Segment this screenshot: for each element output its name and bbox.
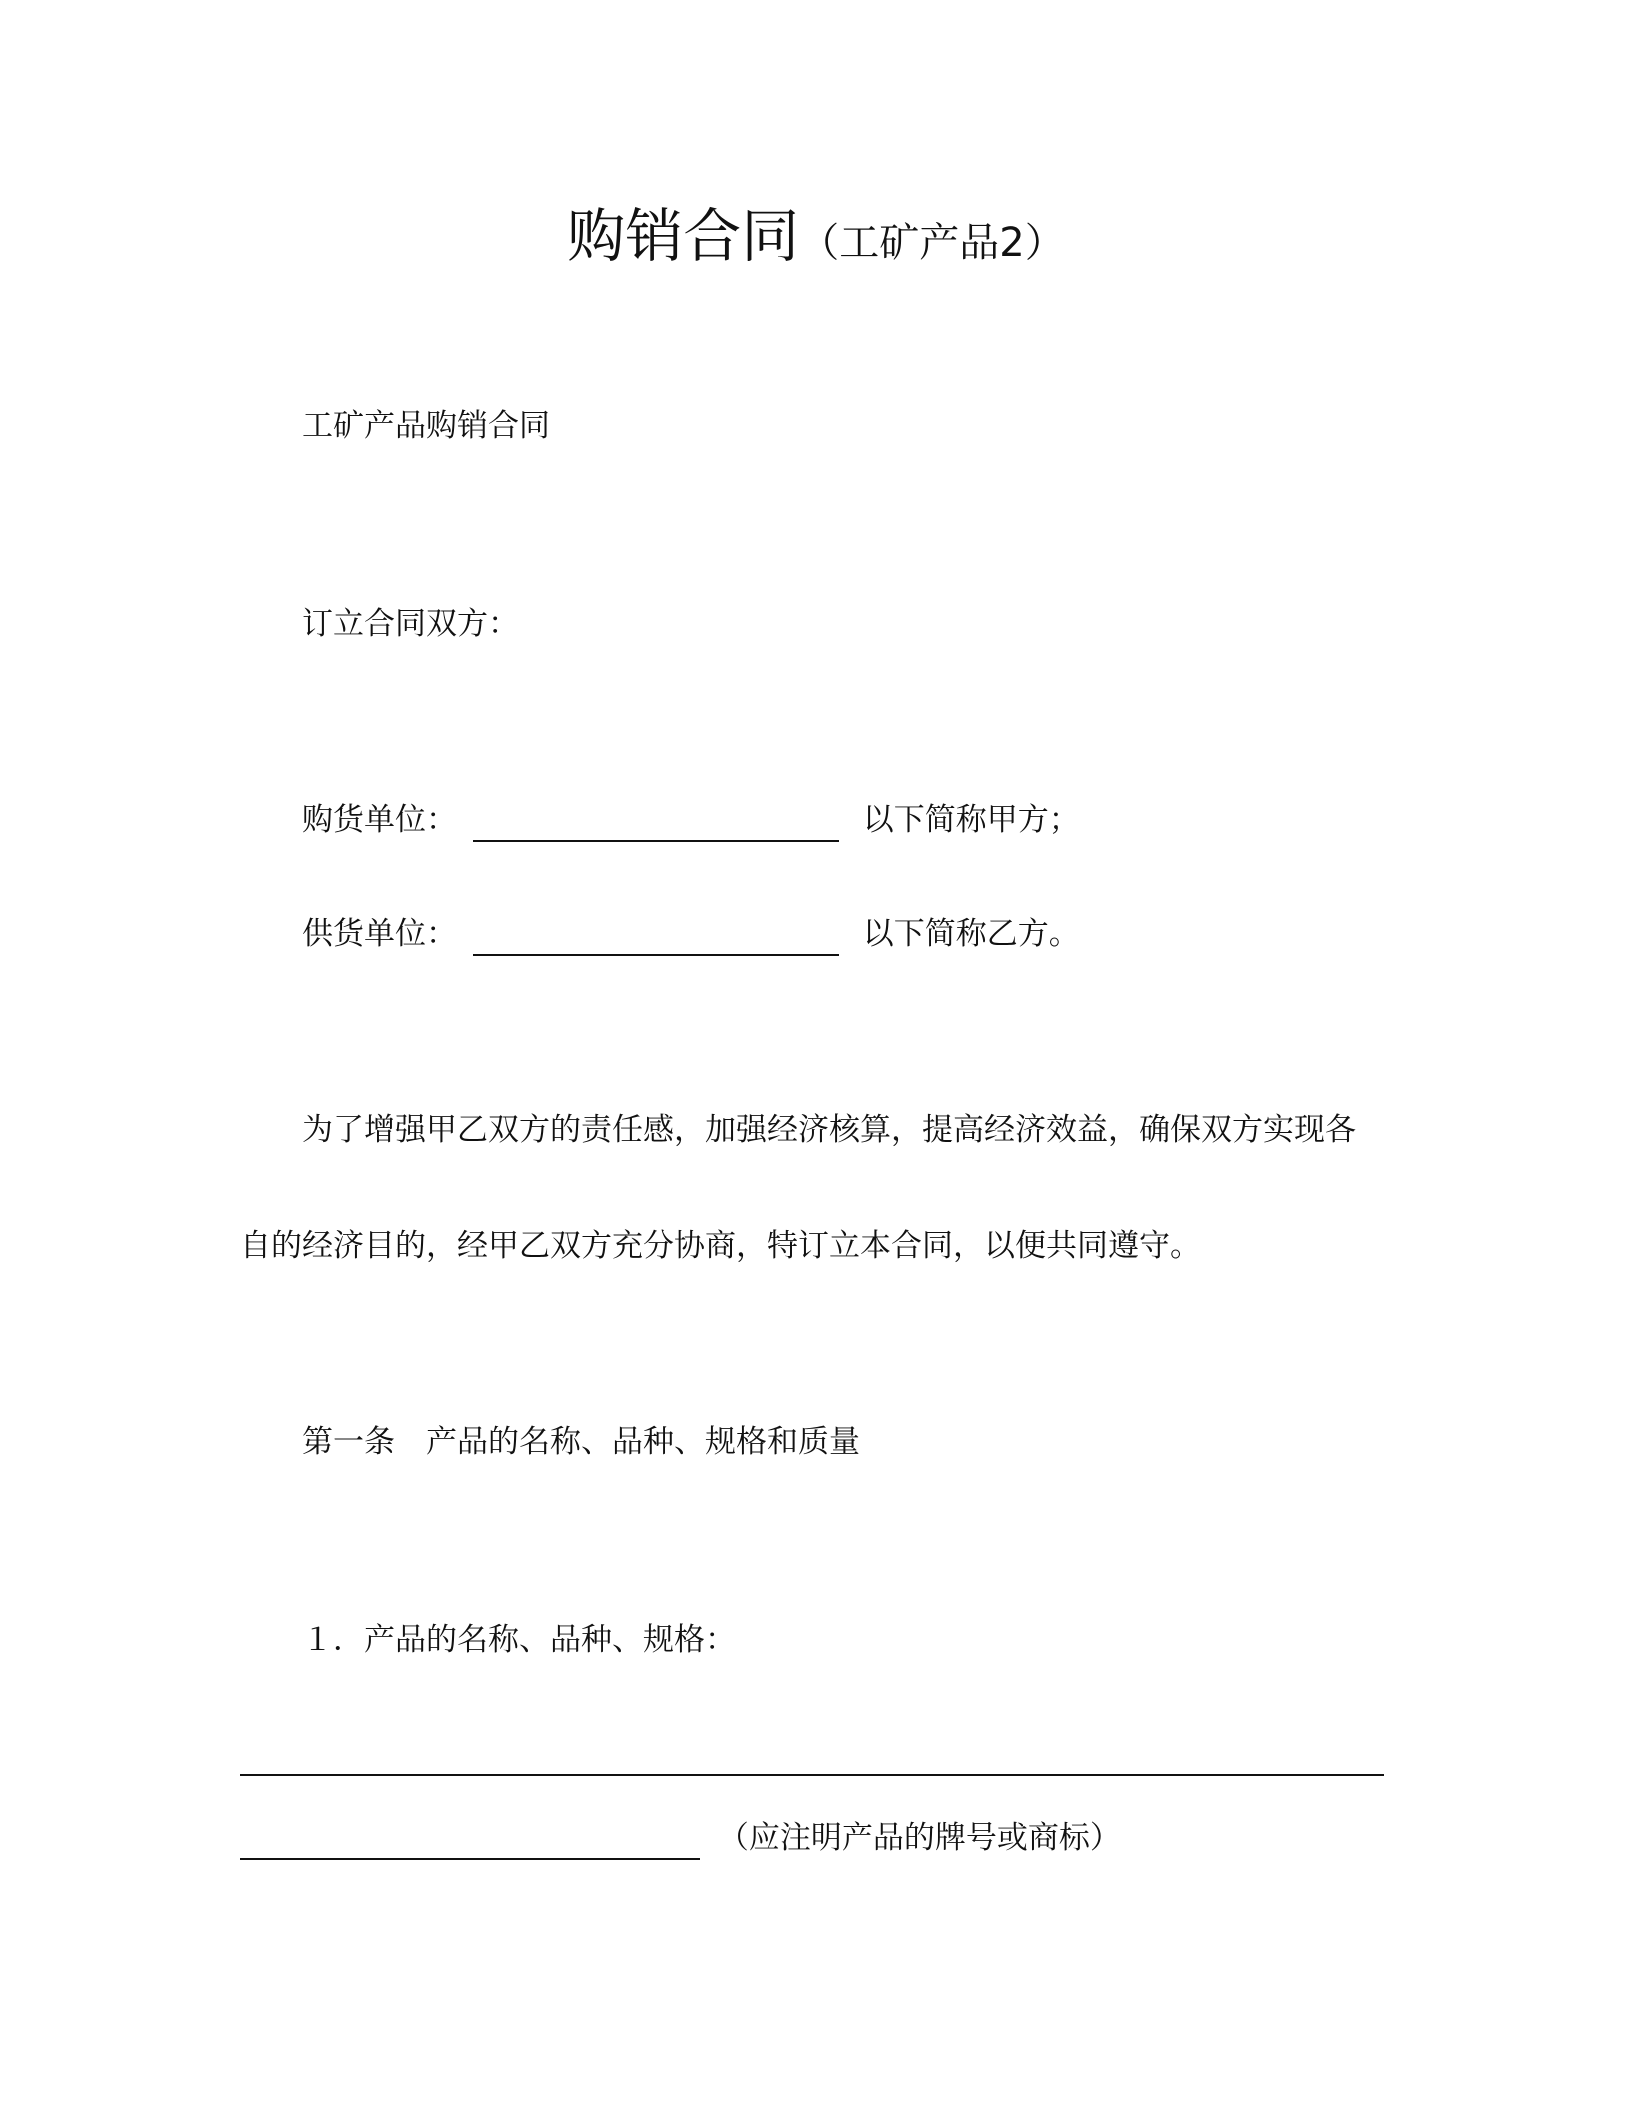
buyer-name-blank[interactable] xyxy=(473,804,839,842)
page-title xyxy=(0,196,1632,283)
brand-blank[interactable] xyxy=(240,1822,700,1860)
title-subtitle: （工矿产品2） xyxy=(799,220,1065,266)
seller-line xyxy=(302,912,1080,956)
item-1-label: １．产品的名称、品种、规格： xyxy=(302,1622,736,1658)
title-main: 购销合同 xyxy=(567,202,800,270)
brand-line xyxy=(240,1816,1121,1860)
article-1-heading: 第一条 产品的名称、品种、规格和质量 xyxy=(302,1424,860,1460)
contract-heading: 工矿产品购销合同 xyxy=(302,408,550,444)
parties-label: 订立合同双方： xyxy=(302,606,519,642)
purpose-paragraph-line2: 自的经济目的，经甲乙双方充分协商，特订立本合同，以便共同遵守。 xyxy=(240,1228,1201,1264)
buyer-label: 购货单位： xyxy=(302,802,457,838)
seller-label: 供货单位： xyxy=(302,916,457,952)
product-spec-blank-line[interactable] xyxy=(240,1774,1384,1776)
buyer-suffix: 以下简称甲方； xyxy=(862,802,1080,838)
brand-note: （应注明产品的牌号或商标） xyxy=(717,1820,1121,1856)
seller-suffix: 以下简称乙方。 xyxy=(862,916,1080,952)
purpose-paragraph-line1: 为了增强甲乙双方的责任感，加强经济核算，提高经济效益，确保双方实现各 xyxy=(302,1112,1356,1148)
seller-name-blank[interactable] xyxy=(473,918,839,956)
buyer-line xyxy=(302,798,1080,842)
